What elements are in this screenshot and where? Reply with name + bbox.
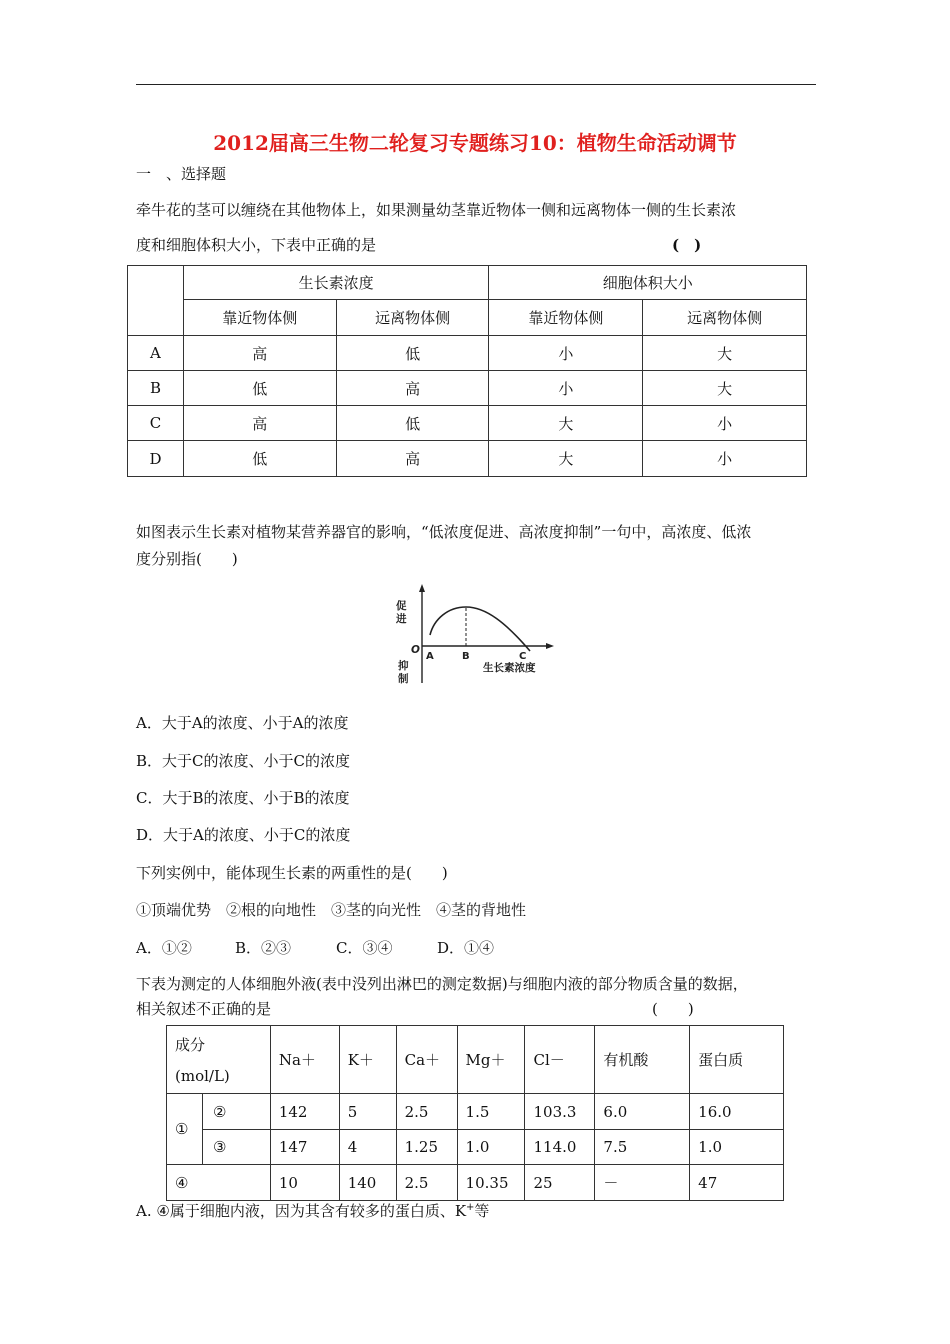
q4-table: [166, 1025, 784, 1201]
q4-cell: 142: [270, 1094, 339, 1130]
q4-header-label: 成分: [175, 1036, 206, 1054]
q4-cell: 114.0: [525, 1130, 595, 1165]
page-title: 2012届高三生物二轮复习专题练习10：植物生命活动调节: [213, 131, 737, 155]
q4-option-a-tail: 等: [474, 1202, 490, 1220]
q1-cell: 大: [489, 441, 643, 477]
q3-option-c: C．③④: [336, 939, 393, 957]
q1-header-cell-volume: 细胞体积大小: [489, 266, 807, 300]
y-label-promote-1: 促: [396, 600, 407, 612]
q4-cell: 1.5: [457, 1094, 525, 1130]
q2-option-d: D．大于A的浓度、小于C的浓度: [136, 826, 351, 844]
q4-row-label: ③: [202, 1130, 270, 1165]
q1-stem-line2: 度和细胞体积大小，下表中正确的是: [136, 236, 377, 254]
q4-col-header: Ca＋: [396, 1026, 457, 1094]
origin-label: O: [411, 644, 420, 656]
section-heading: 一 、选择题: [136, 165, 227, 183]
q4-cell: 6.0: [595, 1094, 690, 1130]
response-curve: [430, 607, 530, 651]
q4-cell: 7.5: [595, 1130, 690, 1165]
q4-cell: 147: [270, 1130, 339, 1165]
q1-cell: 高: [183, 336, 336, 371]
q4-col-header: Na＋: [270, 1026, 339, 1094]
q1-cell: 大: [643, 336, 807, 371]
q1-cell: B: [128, 371, 184, 406]
q1-stem-line1: 牵牛花的茎可以缠绕在其他物体上，如果测量幼茎靠近物体一侧和远离物体一侧的生长素浓: [136, 201, 737, 219]
q2-stem-line1: 如图表示生长素对植物某营养器官的影响，“低浓度促进、高浓度抑制”一句中，高浓度、低浓: [136, 523, 752, 541]
table-row: [128, 441, 807, 477]
y-axis-arrow: [419, 584, 425, 592]
point-label-c: C: [519, 651, 527, 662]
q4-stem-line1: 下表为测定的人体细胞外液(表中没列出淋巴的测定数据)与细胞内液的部分物质含量的数据，: [136, 975, 748, 993]
q1-subheader: 远离物体侧: [643, 300, 807, 336]
q1-cell: 大: [489, 406, 643, 441]
x-axis-label: 生长素浓度: [483, 662, 536, 674]
q1-cell: A: [128, 336, 184, 371]
q3-items: ①顶端优势 ②根的向地性 ③茎的向光性 ④茎的背地性: [136, 901, 527, 919]
point-label-b: B: [462, 651, 470, 662]
q4-cell: 10: [270, 1165, 339, 1201]
q3-option-a: A．①②: [136, 939, 192, 957]
q2-option-b: B．大于C的浓度、小于C的浓度: [136, 752, 350, 770]
q4-cell: 2.5: [396, 1165, 457, 1201]
q4-cell: 16.0: [690, 1094, 784, 1130]
q1-table-corner: [128, 266, 184, 336]
table-row: [128, 336, 807, 371]
q1-cell: 高: [336, 371, 489, 406]
table-row: [167, 1130, 784, 1165]
header-rule: [136, 84, 816, 85]
q4-option-a-text: A. ④属于细胞内液，因为其含有较多的蛋白质、K: [136, 1202, 467, 1220]
q1-cell: D: [128, 441, 184, 477]
table-row: [128, 371, 807, 406]
q4-option-a-sup: +: [466, 1202, 475, 1213]
q4-col-header: Cl－: [525, 1026, 595, 1094]
q1-cell: 大: [643, 371, 807, 406]
q1-cell: 低: [183, 441, 336, 477]
q1-cell: 小: [489, 336, 643, 371]
q1-subheader: 靠近物体侧: [183, 300, 336, 336]
q1-cell: 小: [643, 406, 807, 441]
q4-cell: 47: [690, 1165, 784, 1201]
q4-stem-line2: 相关叙述不正确的是: [136, 1000, 272, 1018]
q1-answer-paren: ( ): [672, 236, 702, 254]
q4-cell: 140: [339, 1165, 396, 1201]
q1-cell: C: [128, 406, 184, 441]
q4-cell: 4: [339, 1130, 396, 1165]
q1-cell: 小: [489, 371, 643, 406]
table-row: [128, 406, 807, 441]
q1-cell: 低: [336, 406, 489, 441]
q4-col-header: Mg＋: [457, 1026, 525, 1094]
q4-group-label: ①: [167, 1094, 203, 1165]
q4-cell: 103.3: [525, 1094, 595, 1130]
q4-row-label: ②: [202, 1094, 270, 1130]
y-label-inhibit-2: 制: [398, 673, 409, 685]
table-row: [167, 1165, 784, 1201]
q1-table: [127, 265, 807, 477]
q4-col-header: 蛋白质: [690, 1026, 784, 1094]
q4-cell: 1.25: [396, 1130, 457, 1165]
q4-cell: 5: [339, 1094, 396, 1130]
q1-cell: 低: [183, 371, 336, 406]
auxin-curve-figure: [390, 583, 560, 688]
point-label-a: A: [426, 651, 434, 662]
y-label-inhibit-1: 抑: [398, 660, 409, 672]
q4-header-component: [167, 1026, 271, 1094]
q4-cell: 1.0: [690, 1130, 784, 1165]
x-axis-arrow: [546, 643, 554, 649]
q4-answer-paren: ( ): [652, 1000, 694, 1018]
q4-cell: －: [595, 1165, 690, 1201]
q4-cell: 2.5: [396, 1094, 457, 1130]
q3-stem: 下列实例中，能体现生长素的两重性的是( ): [136, 864, 448, 882]
q4-cell: 25: [525, 1165, 595, 1201]
q4-row-label: ④: [167, 1165, 271, 1201]
q1-cell: 高: [183, 406, 336, 441]
q1-cell: 低: [336, 336, 489, 371]
q1-cell: 高: [336, 441, 489, 477]
q4-cell: 1.0: [457, 1130, 525, 1165]
q2-option-a: A．大于A的浓度、小于A的浓度: [136, 714, 349, 732]
q4-header-unit: (mol/L): [175, 1067, 230, 1085]
q4-col-header: K＋: [339, 1026, 396, 1094]
q4-col-header: 有机酸: [595, 1026, 690, 1094]
q3-option-b: B．②③: [235, 939, 292, 957]
table-row: [167, 1094, 784, 1130]
q4-cell: 10.35: [457, 1165, 525, 1201]
q1-header-auxin: 生长素浓度: [183, 266, 489, 300]
q1-subheader: 靠近物体侧: [489, 300, 643, 336]
q3-option-d: D．①④: [437, 939, 495, 957]
q1-cell: 小: [643, 441, 807, 477]
q4-option-a: [136, 1200, 489, 1221]
q2-stem-line2: 度分别指( ): [136, 550, 238, 568]
y-label-promote-2: 进: [396, 613, 407, 625]
q2-option-c: C．大于B的浓度、小于B的浓度: [136, 789, 350, 807]
q1-subheader: 远离物体侧: [336, 300, 489, 336]
